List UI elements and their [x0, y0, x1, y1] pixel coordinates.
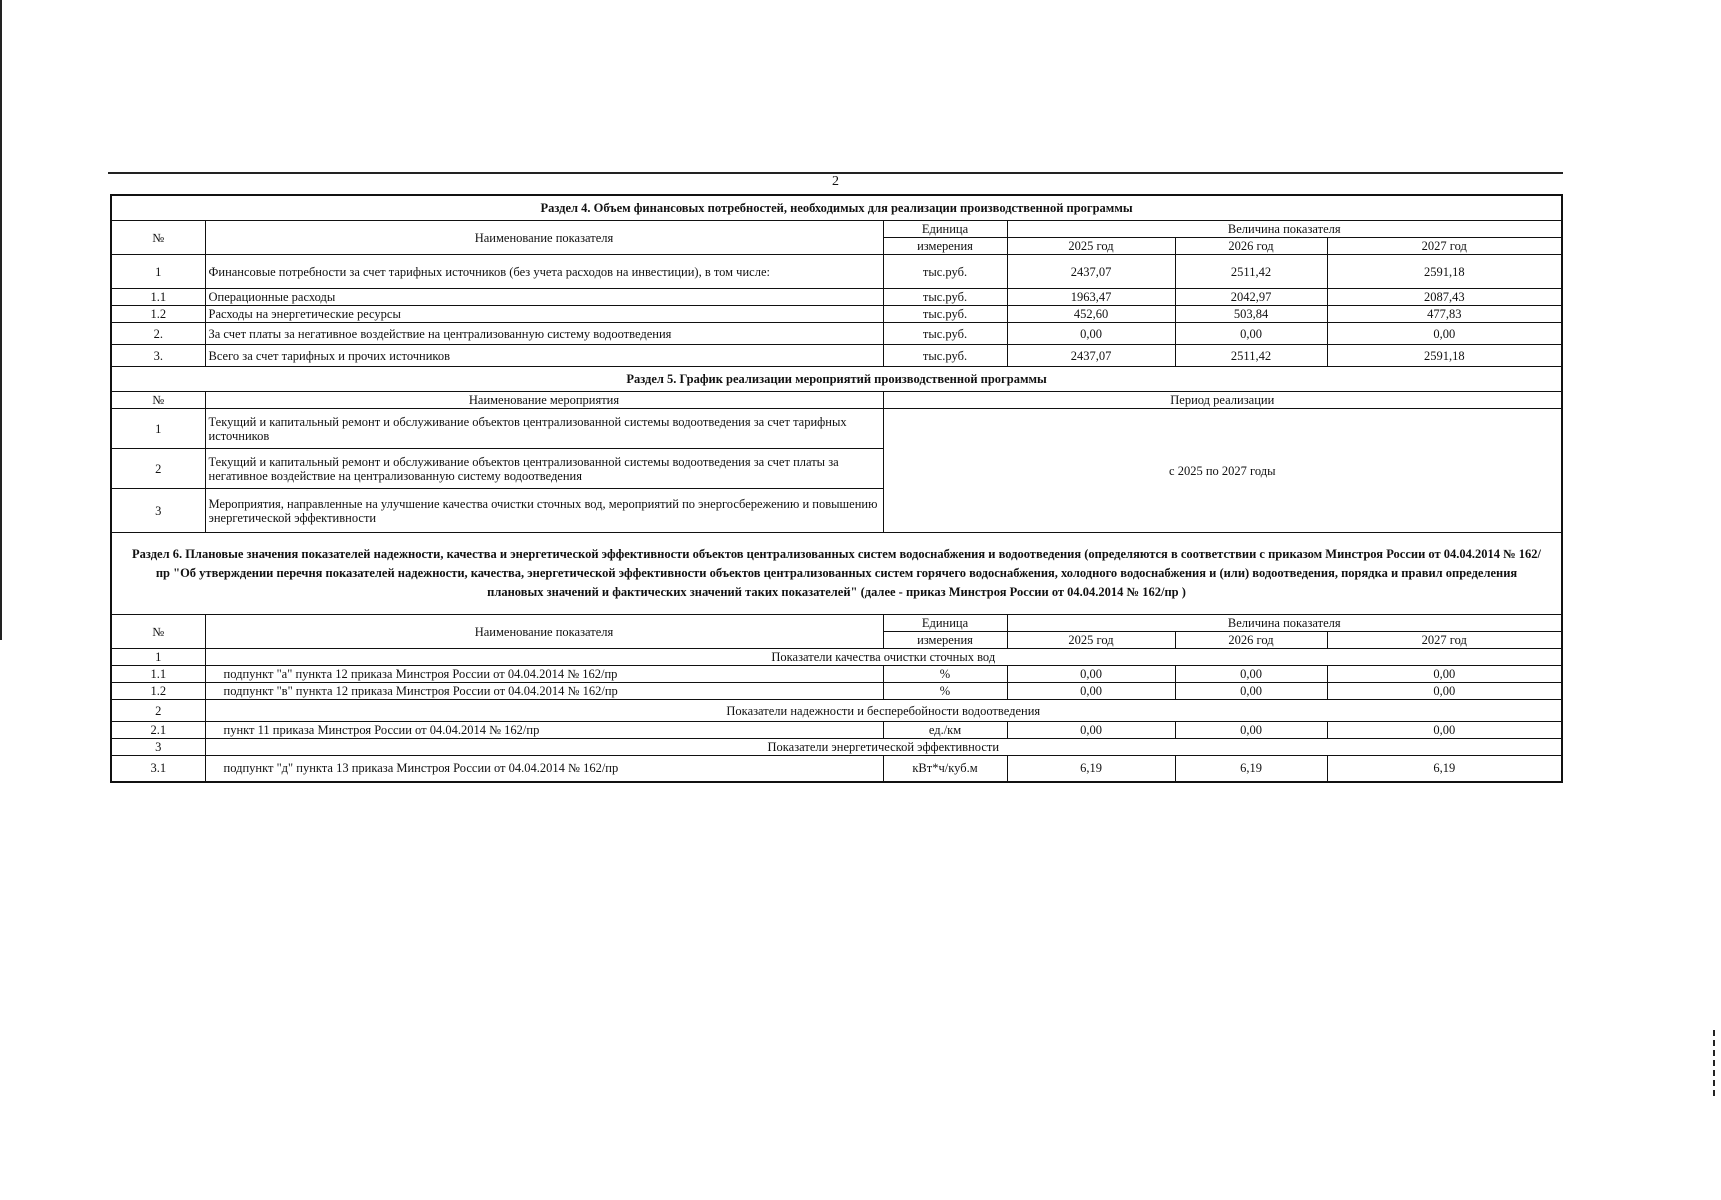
section4-header-year-2027: 2027 год	[1327, 238, 1562, 255]
row-name: Текущий и капитальный ремонт и обслуживание объектов централизованной системы водоотведения за счет тарифных источников	[205, 409, 883, 449]
row-value-2027: 2087,43	[1327, 289, 1562, 306]
row-value-2025: 0,00	[1007, 683, 1175, 700]
row-name: Финансовые потребности за счет тарифных источников (без учета расходов на инвестиции), в том числе:	[205, 255, 883, 289]
row-num: 1.1	[111, 666, 205, 683]
row-num: 1.1	[111, 289, 205, 306]
row-value-2027: 2591,18	[1327, 345, 1562, 367]
section6-header-year-2026: 2026 год	[1175, 632, 1327, 649]
row-unit: тыс.руб.	[883, 255, 1007, 289]
section4-header-year-2025: 2025 год	[1007, 238, 1175, 255]
row-value-2025: 0,00	[1007, 323, 1175, 345]
row-name: подпункт "д" пункта 13 приказа Минстроя России от 04.04.2014 № 162/пр	[205, 756, 883, 782]
group-row	[111, 739, 1562, 756]
row-value-2026: 0,00	[1175, 323, 1327, 345]
row-value-2027: 2591,18	[1327, 255, 1562, 289]
row-unit: ед./км	[883, 722, 1007, 739]
table-row	[111, 756, 1562, 782]
row-value-2025: 0,00	[1007, 666, 1175, 683]
section4-header-num: №	[111, 221, 205, 255]
section4-header-unit-bottom: измерения	[883, 238, 1007, 255]
row-name: подпункт "в" пункта 12 приказа Минстроя России от 04.04.2014 № 162/пр	[205, 683, 883, 700]
group-row	[111, 649, 1562, 666]
row-value-2025: 2437,07	[1007, 345, 1175, 367]
section6-header-year-2027: 2027 год	[1327, 632, 1562, 649]
section5-header-period: Период реализации	[883, 392, 1562, 409]
row-unit: тыс.руб.	[883, 323, 1007, 345]
scan-edge-mark-right	[1713, 1030, 1715, 1100]
section4-header-name: Наименование показателя	[205, 221, 883, 255]
row-name: Всего за счет тарифных и прочих источников	[205, 345, 883, 367]
row-value-2025: 1963,47	[1007, 289, 1175, 306]
row-unit: тыс.руб.	[883, 345, 1007, 367]
table-row	[111, 306, 1562, 323]
row-unit: %	[883, 683, 1007, 700]
row-value-2026: 6,19	[1175, 756, 1327, 782]
row-num: 3.	[111, 345, 205, 367]
row-num: 1.2	[111, 683, 205, 700]
group-title: Показатели энергетической эффективности	[205, 739, 1562, 756]
row-num: 2.	[111, 323, 205, 345]
row-num: 1.2	[111, 306, 205, 323]
group-title: Показатели качества очистки сточных вод	[205, 649, 1562, 666]
row-value-2026: 2042,97	[1175, 289, 1327, 306]
row-value-2027: 477,83	[1327, 306, 1562, 323]
section5-header-name: Наименование мероприятия	[205, 392, 883, 409]
section6-header-unit-bottom: измерения	[883, 632, 1007, 649]
row-value-2027: 6,19	[1327, 756, 1562, 782]
section5-title: Раздел 5. График реализации мероприятий производственной программы	[111, 367, 1562, 392]
scan-edge-mark	[0, 0, 2, 640]
table-row	[111, 683, 1562, 700]
row-name: Текущий и капитальный ремонт и обслуживание объектов централизованной системы водоотведения за счет платы за негативное воздействие на централизованную систему водоотведения	[205, 449, 883, 489]
row-value-2027: 0,00	[1327, 666, 1562, 683]
row-num: 1	[111, 409, 205, 449]
row-value-2026: 0,00	[1175, 722, 1327, 739]
row-name: подпункт "а" пункта 12 приказа Минстроя России от 04.04.2014 № 162/пр	[205, 666, 883, 683]
table-row	[111, 409, 1562, 449]
row-unit: тыс.руб.	[883, 306, 1007, 323]
row-value-2026: 0,00	[1175, 683, 1327, 700]
row-num: 1	[111, 255, 205, 289]
section6-header-year-2025: 2025 год	[1007, 632, 1175, 649]
page-number: 2	[832, 174, 839, 189]
row-name: Мероприятия, направленные на улучшение качества очистки сточных вод, мероприятий по энергосбережению и повышению энергетической эффективности	[205, 489, 883, 533]
row-value-2025: 2437,07	[1007, 255, 1175, 289]
row-name: пункт 11 приказа Минстроя России от 04.04.2014 № 162/пр	[205, 722, 883, 739]
row-num: 2	[111, 449, 205, 489]
row-name: За счет платы за негативное воздействие на централизованную систему водоотведения	[205, 323, 883, 345]
table-row	[111, 345, 1562, 367]
table-row	[111, 255, 1562, 289]
group-title: Показатели надежности и бесперебойности водоотведения	[205, 700, 1562, 722]
section6-header-unit-top: Единица	[883, 615, 1007, 632]
row-value-2025: 0,00	[1007, 722, 1175, 739]
row-value-2027: 0,00	[1327, 722, 1562, 739]
row-unit: тыс.руб.	[883, 289, 1007, 306]
row-value-2025: 452,60	[1007, 306, 1175, 323]
row-name: Расходы на энергетические ресурсы	[205, 306, 883, 323]
section6-title: Раздел 6. Плановые значения показателей надежности, качества и энергетической эффективности объектов централизованных систем водоснабжения и водоотведения (определяются в соответствии с приказом Минстроя России от 04.04.2014 № 162/пр "Об утверждении перечня показателей надежности, качества, энергетической эффективности объектов централизованных систем горячего водоснабжения, холодного водоснабжения и (или) водоотведения, порядка и правил определения плановых значений и фактических значений таких показателей" (далее - приказ Минстроя России от 04.04.2014 № 162/пр )	[111, 533, 1562, 615]
section5-period-value: с 2025 по 2027 годы	[883, 409, 1562, 533]
row-value-2027: 0,00	[1327, 683, 1562, 700]
row-value-2025: 6,19	[1007, 756, 1175, 782]
group-num: 2	[111, 700, 205, 722]
row-name: Операционные расходы	[205, 289, 883, 306]
section4-header-value-group: Величина показателя	[1007, 221, 1562, 238]
section4-title: Раздел 4. Объем финансовых потребностей, необходимых для реализации производственной программы	[111, 195, 1562, 221]
table-row	[111, 323, 1562, 345]
section4-header-year-2026: 2026 год	[1175, 238, 1327, 255]
section6-header-value-group: Величина показателя	[1007, 615, 1562, 632]
section6-header-name: Наименование показателя	[205, 615, 883, 649]
group-row	[111, 700, 1562, 722]
table-row	[111, 666, 1562, 683]
row-unit: кВт*ч/куб.м	[883, 756, 1007, 782]
section4-header-unit-top: Единица	[883, 221, 1007, 238]
row-value-2026: 2511,42	[1175, 255, 1327, 289]
main-table	[110, 194, 1563, 783]
row-num: 3	[111, 489, 205, 533]
document-body	[110, 194, 1561, 783]
row-num: 3.1	[111, 756, 205, 782]
row-value-2027: 0,00	[1327, 323, 1562, 345]
row-unit: %	[883, 666, 1007, 683]
table-row	[111, 722, 1562, 739]
row-value-2026: 0,00	[1175, 666, 1327, 683]
section5-header-num: №	[111, 392, 205, 409]
section6-header-num: №	[111, 615, 205, 649]
group-num: 3	[111, 739, 205, 756]
row-value-2026: 503,84	[1175, 306, 1327, 323]
row-value-2026: 2511,42	[1175, 345, 1327, 367]
group-num: 1	[111, 649, 205, 666]
table-row	[111, 289, 1562, 306]
row-num: 2.1	[111, 722, 205, 739]
